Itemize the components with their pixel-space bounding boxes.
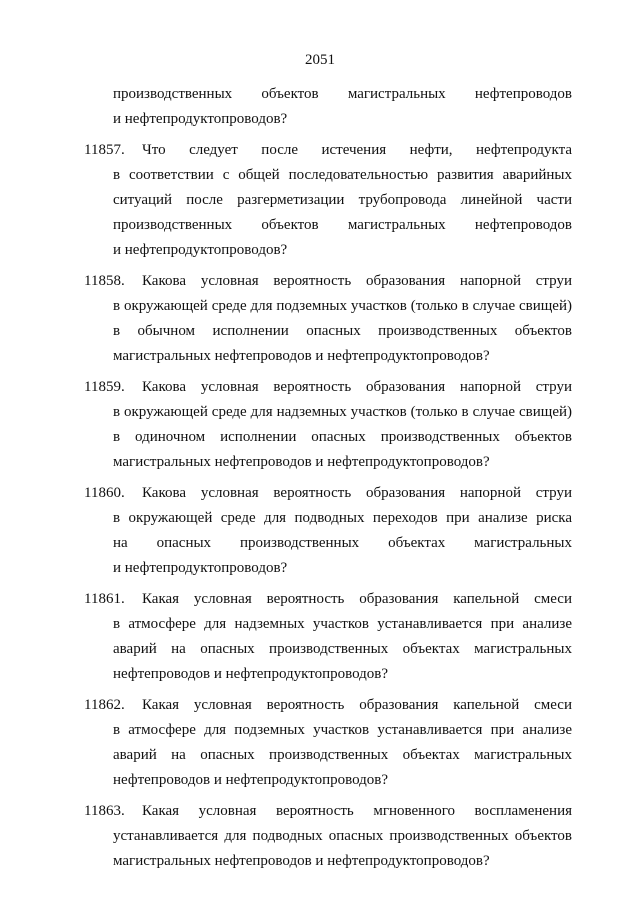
text-line: в одиночном исполнении опасных производственных объектов: [113, 429, 572, 445]
question-item: [84, 587, 572, 687]
text-line: в соответствии с общей последовательностью развития аварийных: [113, 167, 572, 183]
question-first-line: [84, 481, 572, 506]
question-number: 11861.: [84, 591, 125, 607]
question-number: 11863.: [84, 803, 125, 819]
question-text: Какова условная вероятность образования напорной струи: [142, 273, 572, 289]
text-line: в обычном исполнении опасных производственных объектов: [113, 323, 572, 339]
question-item: [84, 138, 572, 263]
continued-text: [84, 82, 572, 132]
text-line: магистральных нефтепроводов и нефтепродуктопроводов?: [113, 348, 490, 364]
question-first-line: [84, 693, 572, 718]
text-line: магистральных нефтепроводов и нефтепродуктопроводов?: [113, 454, 490, 470]
text-line: нефтепроводов и нефтепродуктопроводов?: [113, 772, 389, 788]
question-first-line: [84, 799, 572, 824]
question-text: Какая условная вероятность образования капельной смеси: [142, 697, 572, 713]
question-number: 11858.: [84, 273, 125, 289]
text-line: производственных объектов магистральных нефтепроводов: [113, 86, 572, 102]
question-first-line: [84, 375, 572, 400]
question-text: Какая условная вероятность мгновенного воспламенения: [142, 803, 572, 819]
question-item: [84, 693, 572, 793]
text-line: в атмосфере для подземных участков устанавливается при анализе: [113, 722, 572, 738]
page-number: 2051: [305, 52, 335, 68]
text-line: ситуаций после разгерметизации трубопровода линейной части: [113, 192, 572, 208]
question-number: 11862.: [84, 697, 125, 713]
text-line: и нефтепродуктопроводов?: [113, 111, 288, 127]
text-line: аварий на опасных производственных объектах магистральных: [113, 641, 572, 657]
document-body: [84, 82, 572, 880]
text-line: производственных объектов магистральных нефтепроводов: [113, 217, 572, 233]
text-line: в окружающей среде для подземных участков (только в случае свищей): [113, 298, 572, 314]
text-line: и нефтепродуктопроводов?: [113, 242, 288, 258]
question-text: Какова условная вероятность образования напорной струи: [142, 379, 572, 395]
question-item: [84, 481, 572, 581]
question-text: Какая условная вероятность образования капельной смеси: [142, 591, 572, 607]
question-number: 11857.: [84, 142, 125, 158]
question-number: 11860.: [84, 485, 125, 501]
text-line: аварий на опасных производственных объектах магистральных: [113, 747, 572, 763]
question-item: [84, 799, 572, 874]
text-line: магистральных нефтепроводов и нефтепродуктопроводов?: [113, 853, 490, 869]
question-text: Что следует после истечения нефти, нефтепродукта: [142, 142, 572, 158]
text-line: в окружающей среде для подводных переходов при анализе риска: [113, 510, 572, 526]
text-line: нефтепроводов и нефтепродуктопроводов?: [113, 666, 389, 682]
text-line: устанавливается для подводных опасных производственных объектов: [113, 828, 572, 844]
question-number: 11859.: [84, 379, 125, 395]
question-first-line: [84, 138, 572, 163]
text-line: на опасных производственных объектах магистральных: [113, 535, 572, 551]
question-first-line: [84, 269, 572, 294]
text-line: в атмосфере для надземных участков устанавливается при анализе: [113, 616, 572, 632]
question-text: Какова условная вероятность образования напорной струи: [142, 485, 572, 501]
text-line: и нефтепродуктопроводов?: [113, 560, 288, 576]
question-item: [84, 375, 572, 475]
text-line: в окружающей среде для надземных участков (только в случае свищей): [113, 404, 572, 420]
question-first-line: [84, 587, 572, 612]
question-item: [84, 269, 572, 369]
